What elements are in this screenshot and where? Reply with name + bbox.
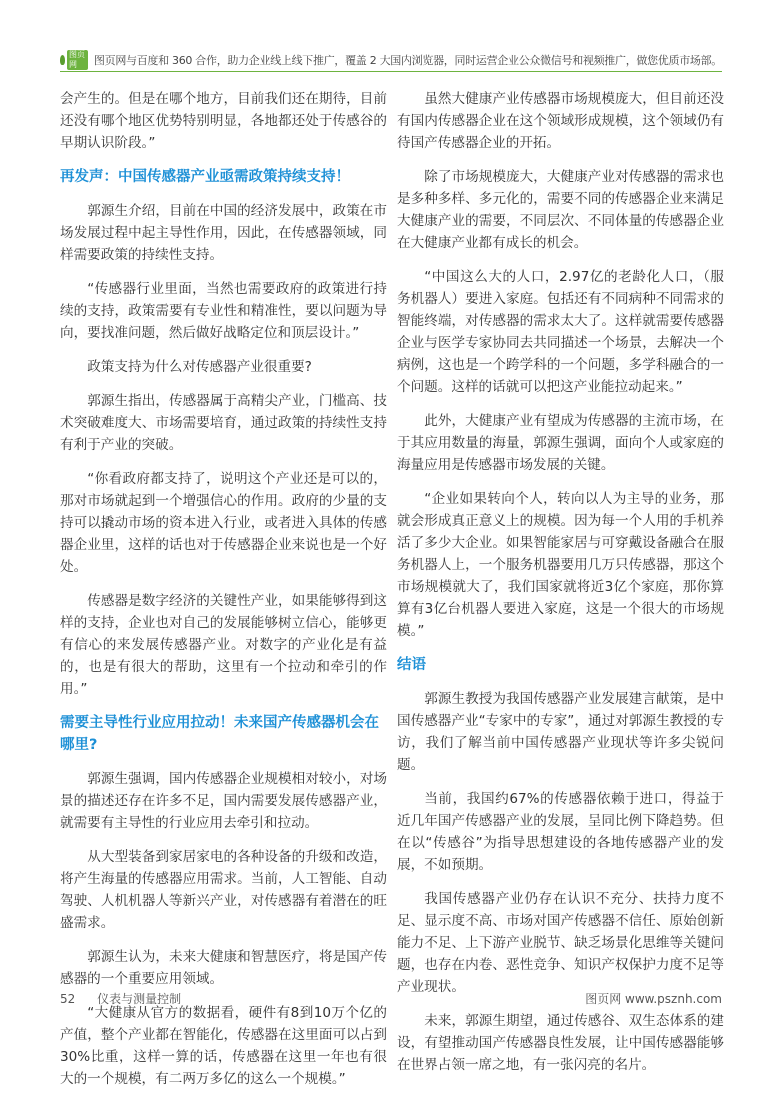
- paragraph: 当前，我国约67%的传感器依赖于进口，得益于近几年国产传感器产业的发展，呈同比例下降趋势。但在以“传感谷”为指导思想建设的各地传感器产业的发展，不如预期。: [397, 791, 724, 873]
- paragraph: 未来，郭源生期望，通过传感谷、双生态体系的建设，有望推动国产传感器良性发展，让中国传感器能够在世界占领一席之地，有一张闪亮的名片。: [397, 1013, 724, 1073]
- paragraph: 此外，大健康产业有望成为传感器的主流市场，在于其应用数量的海量，郭源生强调，面向个人或家庭的海量应用是传感器市场发展的关键。: [397, 413, 724, 473]
- paragraph: “传感器行业里面，当然也需要政府的政策进行持续的支持，政策需要有专业性和精准性，要以问题为导向，要找准问题，然后做好战略定位和顶层设计。”: [60, 281, 387, 341]
- site-logo: [60, 50, 88, 70]
- footer-site: 图页网 www.psznh.com: [585, 992, 722, 1006]
- section-heading: 再发声：中国传感器产业亟需政策持续支持！: [60, 169, 350, 185]
- paragraph: 郭源生教授为我国传感器产业发展建言献策，是中国传感器产业“专家中的专家”，通过对郭源生教授的专访，我们了解当前中国传感器产业现状等许多尖锐问题。: [397, 691, 724, 773]
- left-column: [60, 88, 387, 1102]
- header-banner-text: 图页网与百度和 360 合作，助力企业线上线下推广，覆盖 2 大国内浏览器，同时运营企业公众微信号和视频推广，做您优质市场部。: [93, 54, 722, 67]
- paragraph: 传感器是数字经济的关键性产业，如果能够得到这样的支持，企业也对自己的发展能够树立信心，能够更有信心的来发展传感器产业。对数字的产业化是有益的，也是有很大的帮助，这里有一个拉动和牵引的作用。”: [60, 593, 387, 697]
- paragraph: 我国传感器产业仍存在认识不充分、扶持力度不足、显示度不高、市场对国产传感器不信任、原始创新能力不足、上下游产业脱节、缺乏场景化思维等关键问题，也存在内卷、恶性竞争、知识产权保护力度不足等产业现状。: [397, 891, 724, 995]
- paragraph: 除了市场规模庞大，大健康产业对传感器的需求也是多种多样、多元化的，需要不同的传感器企业来满足大健康产业的需要，不同层次、不同体量的传感器企业在大健康产业都有成长的机会。: [397, 169, 724, 251]
- paragraph: “企业如果转向个人，转向以人为主导的业务，那就会形成真正意义上的规模。因为每一个人用的手机养活了多少大企业。如果智能家居与可穿戴设备融合在服务机器人上，一个服务机器要用几万只传感器，那这个市场规模就大了，我们国家就将近3亿个家庭，那你算算有3亿台机器人要进入家庭，这是一个很大的市场规模。”: [397, 491, 724, 639]
- journal-name: 仪表与测量控制: [97, 992, 182, 1006]
- section-heading: 需要主导性行业应用拉动！未来国产传感器机会在哪里?: [60, 715, 379, 753]
- paragraph: 从大型装备到家居家电的各种设备的升级和改造，将产生海量的传感器应用需求。当前，人工智能、自动驾驶、人机机器人等新兴产业，对传感器有着潜在的旺盛需求。: [60, 849, 387, 931]
- paragraph: 郭源生认为，未来大健康和智慧医疗，将是国产传感器的一个重要应用领域。: [60, 949, 387, 987]
- paragraph: 政策支持为什么对传感器产业很重要?: [87, 359, 312, 375]
- right-column: [397, 88, 724, 1088]
- page-footer: [60, 990, 722, 1007]
- paragraph: 郭源生介绍，目前在中国的经济发展中，政策在市场发展过程中起主导性作用，因此，在传感器领域，同样需要政策的持续性支持。: [60, 203, 387, 263]
- page-number: 52: [60, 992, 76, 1006]
- paragraph: 郭源生强调，国内传感器企业规模相对较小，对场景的描述还存在许多不足，国内需要发展传感器产业，就需要有主导性的行业应用去牵引和拉动。: [60, 771, 387, 831]
- paragraph: “中国这么大的人口，2.97亿的老龄化人口，（服务机器人）要进入家庭。包括还有不同病种不同需求的智能终端，对传感器的需求太大了。这样就需要传感器企业与医学专家协同去共同描述一个场景，去解决一个病例，这也是一个跨学科的一个问题，多学科融合的一个问题。这样的话就可以把这产业能拉动起来。”: [397, 269, 724, 395]
- paragraph: 会产生的。但是在哪个地方，目前我们还在期待，目前还没有哪个地区优势特别明显，各地都还处于传感谷的早期认识阶段。”: [60, 91, 387, 151]
- paragraph: 郭源生指出，传感器属于高精尖产业，门槛高、技术突破难度大、市场需要培育，通过政策的持续性支持有利于产业的突破。: [60, 393, 387, 453]
- paragraph: “大健康从官方的数据看，硬件有8到10万个亿的产值，整个产业都在智能化，传感器在这里面可以占到30%比重，这样一算的话，传感器在这里一年也有很大的一个规模，有二两万多亿的这么一个规模。”: [60, 1005, 387, 1087]
- page-header: [60, 49, 722, 72]
- section-heading: 结语: [397, 657, 426, 673]
- logo-text: 图页网: [67, 50, 88, 70]
- paragraph: “你看政府都支持了，说明这个产业还是可以的，那对市场就起到一个增强信心的作用。政府的少量的支持可以撬动市场的资本进入行业，或者进入具体的传感器企业里，这样的话也对于传感器企业来说也是一个好处。: [60, 471, 387, 575]
- leaf-icon: [60, 55, 65, 65]
- paragraph: 虽然大健康产业传感器市场规模庞大，但目前还没有国内传感器企业在这个领域形成规模，这个领域仍有待国产传感器企业的开拓。: [397, 91, 724, 151]
